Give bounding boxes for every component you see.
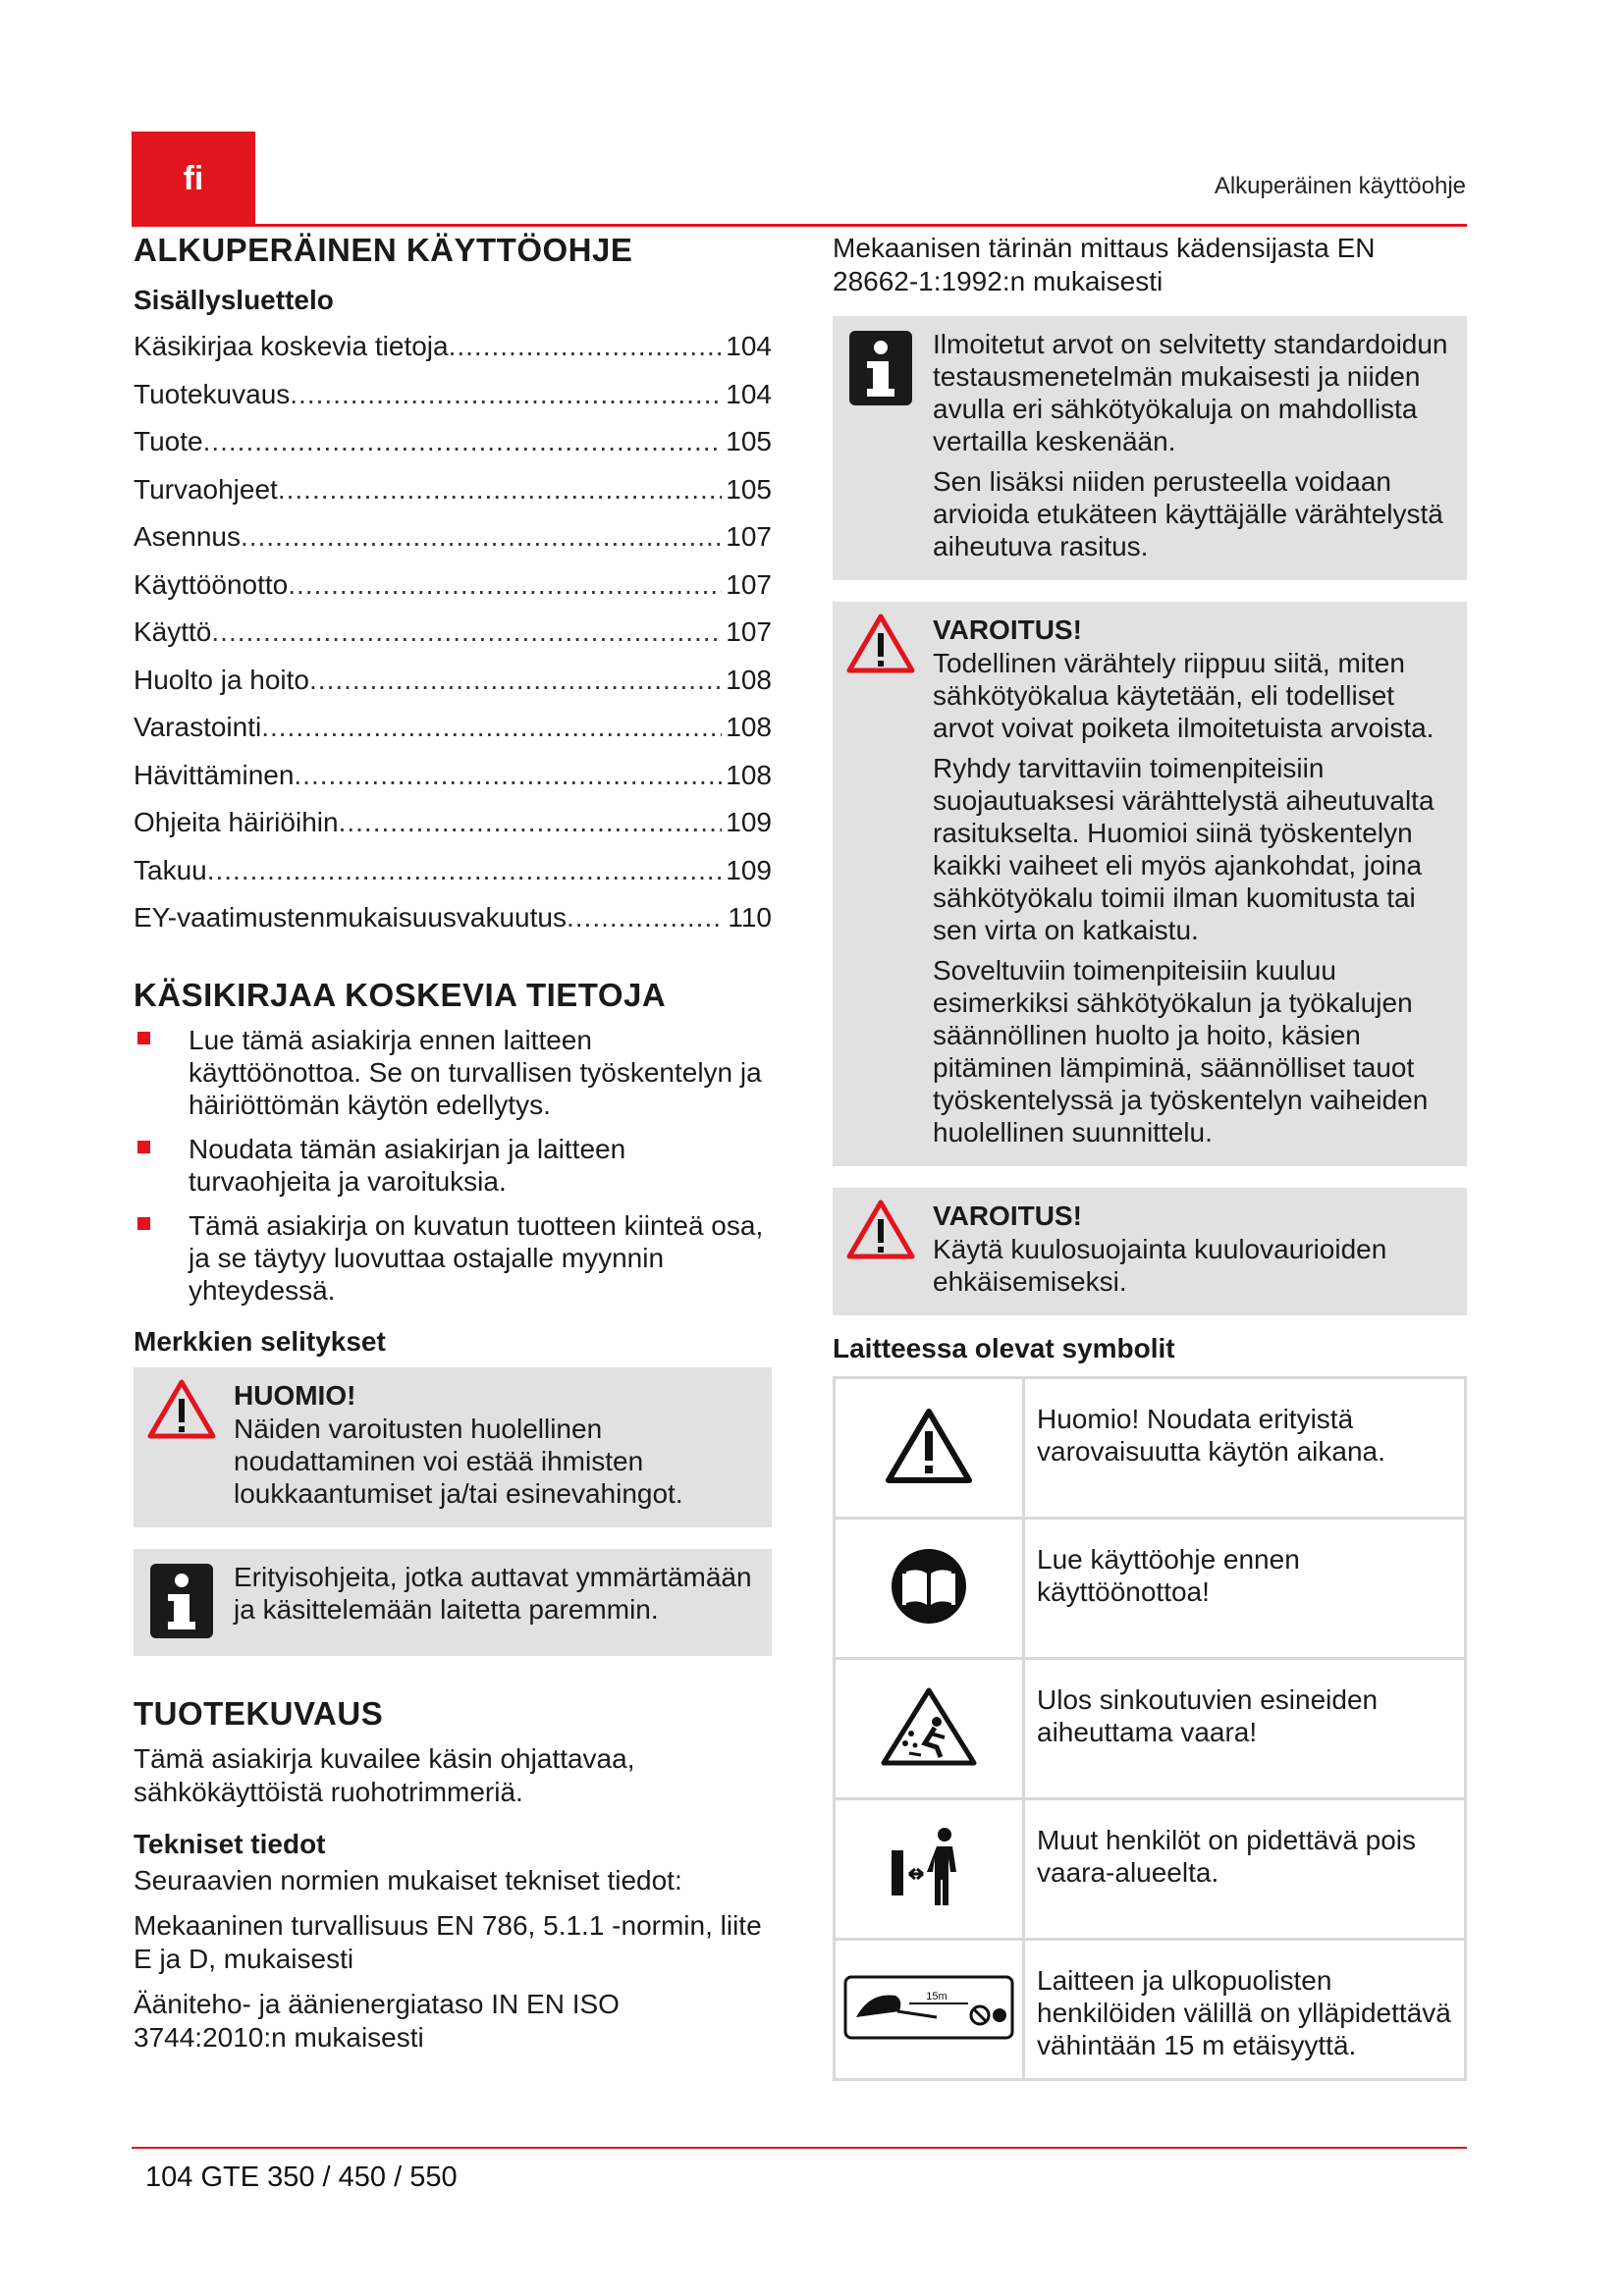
- distance-15m-icon: [835, 1940, 1024, 2080]
- warning-notice: [833, 602, 1467, 1166]
- warning-text: Ryhdy tarvittaviin toimenpiteisiin suojautuaksesi värähttelystä aiheutuvalta rasitukselta. Huomioi siinä työskentelyn kaikki vaiheet eli myös ajankohdat, joina sähkötyökalu toimii ilman kuomitusta tai sen virta on katkaistu.: [933, 753, 1435, 945]
- page-footer: 104 GTE 350 / 450 / 550: [145, 2162, 458, 2193]
- symbol-description: Muut henkilöt on pidettävä pois vaara-alueelta.: [1024, 1799, 1466, 1940]
- main-title: ALKUPERÄINEN KÄYTTÖOHJE: [134, 232, 633, 268]
- header-title: Alkuperäinen käyttöohje: [1214, 173, 1466, 199]
- info-notice: [833, 316, 1467, 580]
- list-item: Lue tämä asiakirja ennen laitteen käyttöönottoa. Se on turvallisen työskentelyn ja häiriöttömän käytön edellytys.: [134, 1024, 772, 1121]
- toc-item[interactable]: EY-vaatimustenmukaisuusvakuutus ..... 110: [134, 901, 772, 949]
- read-manual-icon: [835, 1519, 1024, 1659]
- table-row: [835, 1659, 1466, 1799]
- caution-text: Näiden varoitusten huolellinen noudattaminen voi estää ihmisten loukkaantumiset ja/tai esinevahingot.: [234, 1413, 683, 1509]
- manual-info-heading: KÄSIKIRJAA KOSKEVIA TIETOJA: [134, 976, 667, 1013]
- footer-divider: [132, 2147, 1467, 2149]
- toc-item[interactable]: Takuu ..... 109: [134, 854, 772, 902]
- warning-title: VAROITUS!: [933, 614, 1082, 645]
- toc-item[interactable]: Käyttö ..... 107: [134, 615, 772, 664]
- right-column: [833, 232, 1467, 2081]
- symbol-description: Ulos sinkoutuvien esineiden aiheuttama vaara!: [1024, 1659, 1466, 1799]
- toc-item[interactable]: Huolto ja hoito ..... 108: [134, 664, 772, 712]
- language-tab: fi: [132, 132, 255, 226]
- list-item: Noudata tämän asiakirjan ja laitteen turvaohjeita ja varoituksia.: [134, 1133, 772, 1198]
- left-column: [134, 232, 772, 2066]
- info-icon: [846, 328, 915, 570]
- toc-item[interactable]: Ohjeita häiriöihin ..... 109: [134, 806, 772, 854]
- tech-heading: Tekniset tiedot: [134, 1828, 326, 1859]
- toc-item[interactable]: Turvaohjeet ..... 105: [134, 473, 772, 521]
- warning-title: VAROITUS!: [933, 1201, 1082, 1231]
- manual-info-list: [134, 1024, 772, 1307]
- product-text: Tämä asiakirja kuvailee käsin ohjattavaa, sähkökäyttöistä ruohotrimmeriä.: [134, 1742, 635, 1807]
- warning-triangle-icon: [835, 1378, 1024, 1519]
- symbols-explanation-heading: Merkkien selitykset: [134, 1325, 386, 1357]
- info-text: Ilmoitetut arvot on selvitetty standardoidun testausmenetelmän mukaisesti ja niiden avulla eri sähkötyökaluja on mahdollista vertailla keskenään.: [933, 329, 1448, 456]
- header-divider: [132, 224, 1467, 227]
- distance-label: 15m: [926, 1990, 947, 2002]
- table-row: [835, 1519, 1466, 1659]
- symbol-description: Laitteen ja ulkopuolisten henkilöiden välillä on ylläpidettävä vähintään 15 m etäisyyttä.: [1024, 1940, 1466, 2080]
- symbol-description: Lue käyttöohje ennen käyttöönottoa!: [1024, 1519, 1466, 1659]
- toc-item[interactable]: Tuotekuvaus ..... 104: [134, 378, 772, 426]
- keep-bystanders-away-icon: [835, 1799, 1024, 1940]
- info-notice: [134, 1549, 772, 1656]
- table-row: [835, 1940, 1466, 2080]
- list-item: Tämä asiakirja on kuvatun tuotteen kiinteä osa, ja se täytyy luovuttaa ostajalle myynnin yhteydessä.: [134, 1209, 772, 1307]
- caution-notice: [134, 1367, 772, 1527]
- toc-item[interactable]: Hävittäminen ..... 108: [134, 759, 772, 807]
- tech-text: Seuraavien normien mukaiset tekniset tiedot:: [134, 1864, 682, 1896]
- toc-item[interactable]: Käyttöönotto ..... 107: [134, 568, 772, 616]
- toc-item[interactable]: Tuote ..... 105: [134, 425, 772, 473]
- tech-text: Mekaaninen turvallisuus EN 786, 5.1.1 -normin, liite E ja D, mukaisesti: [134, 1909, 762, 1974]
- toc-item[interactable]: Käsikirjaa koskevia tietoja ..... 104: [134, 330, 772, 378]
- toc-item[interactable]: Varastointi ..... 108: [134, 711, 772, 759]
- warning-triangle-icon: [147, 1379, 216, 1518]
- tech-text: Ääniteho- ja äänienergiataso IN EN ISO 3744:2010:n mukaisesti: [134, 1988, 620, 2053]
- info-icon: [147, 1561, 216, 1646]
- info-text: Sen lisäksi niiden perusteella voidaan arvioida etukäteen käyttäjälle värähtelystä aiheutuva rasitus.: [933, 466, 1443, 561]
- device-symbols-heading: Laitteessa olevat symbolit: [833, 1333, 1175, 1363]
- table-row: [835, 1799, 1466, 1940]
- warning-triangle-icon: [846, 614, 915, 1156]
- warning-text: Käytä kuulosuojainta kuulovaurioiden ehkäisemiseksi.: [933, 1234, 1387, 1297]
- table-row: [835, 1378, 1466, 1519]
- warning-triangle-icon: [846, 1200, 915, 1306]
- info-text: Erityisohjeita, jotka auttavat ymmärtämään ja käsittelemään laitetta paremmin.: [234, 1561, 752, 1625]
- toc-item[interactable]: Asennus ..... 107: [134, 520, 772, 568]
- warning-text: Soveltuviin toimenpiteisiin kuuluu esimerkiksi sähkötyökalun ja työkalujen säännöllinen huolto ja hoito, käsien pitäminen lämpiminä, säännölliset tauot työskentelyssä ja työskentelyn vaiheiden huolellinen suunnittelu.: [933, 955, 1429, 1148]
- warning-notice: [833, 1188, 1467, 1315]
- toc-title: Sisällysluettelo: [134, 285, 334, 315]
- caution-title: HUOMIO!: [234, 1379, 356, 1411]
- product-heading: TUOTEKUVAUS: [134, 1694, 384, 1732]
- warning-text: Todellinen värähtely riippuu siitä, miten sähkötyökalua käytetään, eli todelliset arvot voivat poiketa ilmoitetuista arvoista.: [933, 648, 1435, 743]
- flying-objects-icon: [835, 1659, 1024, 1799]
- vibration-intro: Mekaanisen tärinän mittaus kädensijasta EN 28662-1:1992:n mukaisesti: [833, 233, 1376, 296]
- table-of-contents: [134, 330, 772, 949]
- symbols-table: [833, 1376, 1467, 2081]
- symbol-description: Huomio! Noudata erityistä varovaisuutta käytön aikana.: [1024, 1378, 1466, 1519]
